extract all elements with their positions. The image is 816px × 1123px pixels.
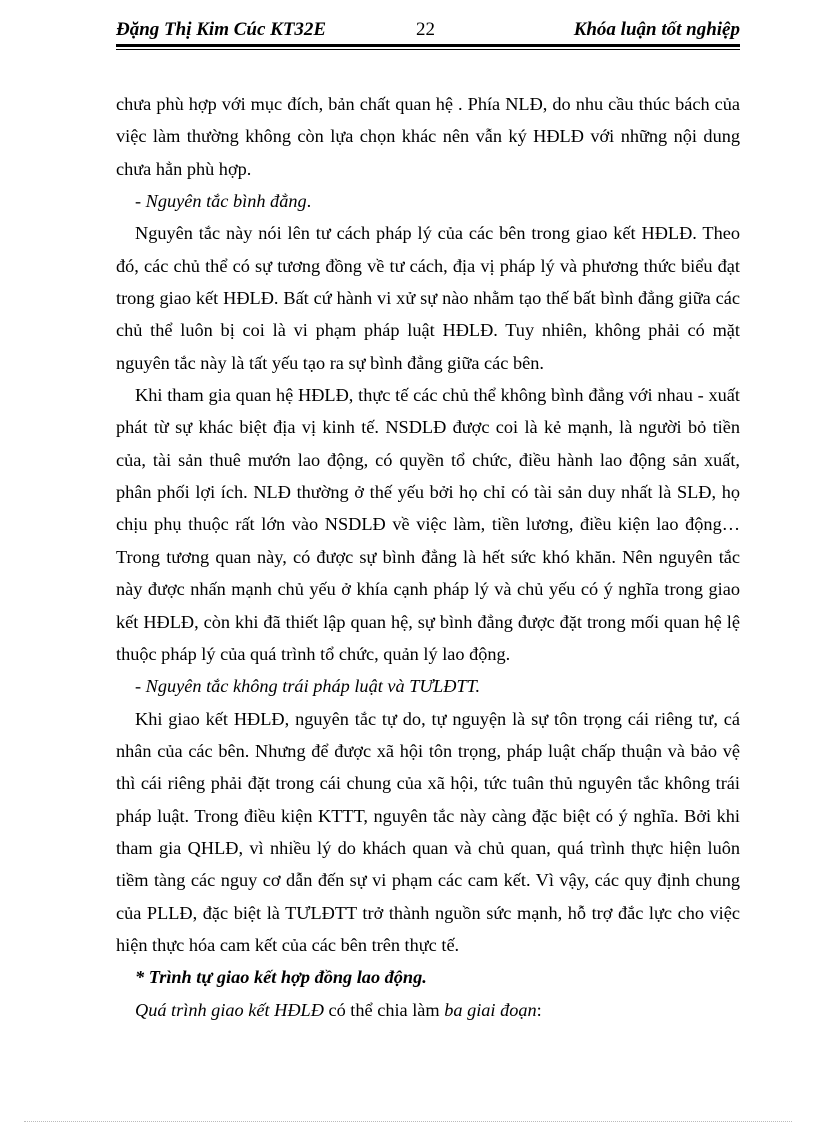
principle-legality-text: Nguyên tắc không trái pháp luật và TƯLĐTT. <box>145 676 481 697</box>
paragraph-equality-definition: Nguyên tắc này nói lên tư cách pháp lý của các bên trong giao kết HĐLĐ. Theo đó, các chủ thể có sự tương đồng về tư cách, địa vị pháp lý và phương thức biểu đạt trong giao kết HĐLĐ. Bất cứ hành vi xử sự nào nhằm tạo thế bất bình đẳng giữa các chủ thể luôn bị coi là vi phạm pháp luật HĐLĐ. Tuy nhiên, không phải có mặt nguyên tắc này là tất yếu tạo ra sự bình đẳng giữa các bên. <box>116 223 740 373</box>
page-number: 22 <box>416 19 435 40</box>
page-body <box>116 88 740 1026</box>
stages-count: ba giai đoạn <box>444 999 537 1020</box>
header-doc-type: Khóa luận tốt nghiệp <box>573 19 740 40</box>
paragraph-continuation: chưa phù hợp với mục đích, bản chất quan hệ . Phía NLĐ, do nhu cầu thúc bách của việc làm thường không còn lựa chọn khác nên vẫn ký HĐLĐ với những nội dung chưa hẳn phù hợp. <box>116 94 740 179</box>
page-header <box>116 16 740 44</box>
dash-prefix: - <box>135 191 146 212</box>
stages-colon: : <box>536 999 542 1020</box>
principle-legality-title <box>116 670 740 702</box>
header-rule-thick <box>116 44 740 47</box>
principle-equality-title <box>116 185 740 217</box>
paragraph-stages-intro <box>116 994 740 1026</box>
paragraph-legality: Khi giao kết HĐLĐ, nguyên tắc tự do, tự nguyện là sự tôn trọng cái riêng tư, cá nhân của các bên. Nhưng để được xã hội tôn trọng, pháp luật chấp thuận và bảo vệ thì cái riêng phải đặt trong cái chung của xã hội, tức tuân thủ nguyên tắc không trái pháp luật. Trong điều kiện KTTT, nguyên tắc này càng đặc biệt có ý nghĩa. Bởi khi tham gia QHLĐ, vì nhiều lý do khách quan và chủ quan, quá trình thực hiện luôn tiềm tàng các nguy cơ dẫn đến sự vi phạm các cam kết. Vì vậy, các quy định chung của PLLĐ, đặc biệt là TƯLĐTT trở thành nguồn sức mạnh, hỗ trợ đắc lực cho việc hiện thực hóa cam kết của các bên trên thực tế. <box>116 708 740 955</box>
dash-prefix: - <box>135 676 146 697</box>
stages-verb: có thể chia làm <box>323 999 445 1020</box>
paragraph-equality-reality: Khi tham gia quan hệ HĐLĐ, thực tế các chủ thể không bình đẳng với nhau - xuất phát từ sự khác biệt địa vị kinh tế. NSDLĐ được coi là kẻ mạnh, là người bỏ tiền của, tài sản thuê mướn lao động, có quyền tổ chức, điều hành lao động sản xuất, phân phối lợi ích. NLĐ thường ở thế yếu bởi họ chỉ có tài sản duy nhất là SLĐ, họ chịu phụ thuộc rất lớn vào NSDLĐ về việc làm, tiền lương, điều kiện lao động… Trong tương quan này, có được sự bình đẳng là hết sức khó khăn. Nên nguyên tắc này được nhấn mạnh chủ yếu ở khía cạnh pháp lý và chủ yếu có ý nghĩa trong giao kết HĐLĐ, còn khi đã thiết lập quan hệ, sự bình đẳng được đặt trong mối quan hệ lệ thuộc pháp lý của quá trình tổ chức, quản lý lao động. <box>116 385 740 664</box>
principle-equality-text: Nguyên tắc bình đẳng <box>145 191 307 212</box>
stages-subject: Quá trình giao kết HĐLĐ <box>135 999 324 1020</box>
section-heading-procedure: * Trình tự giao kết hợp đồng lao động. <box>135 967 427 988</box>
header-rule-thin <box>116 49 740 50</box>
period: . <box>306 191 312 212</box>
header-author: Đặng Thị Kim Cúc KT32E <box>116 19 327 40</box>
page-bottom-rule <box>24 1121 792 1122</box>
